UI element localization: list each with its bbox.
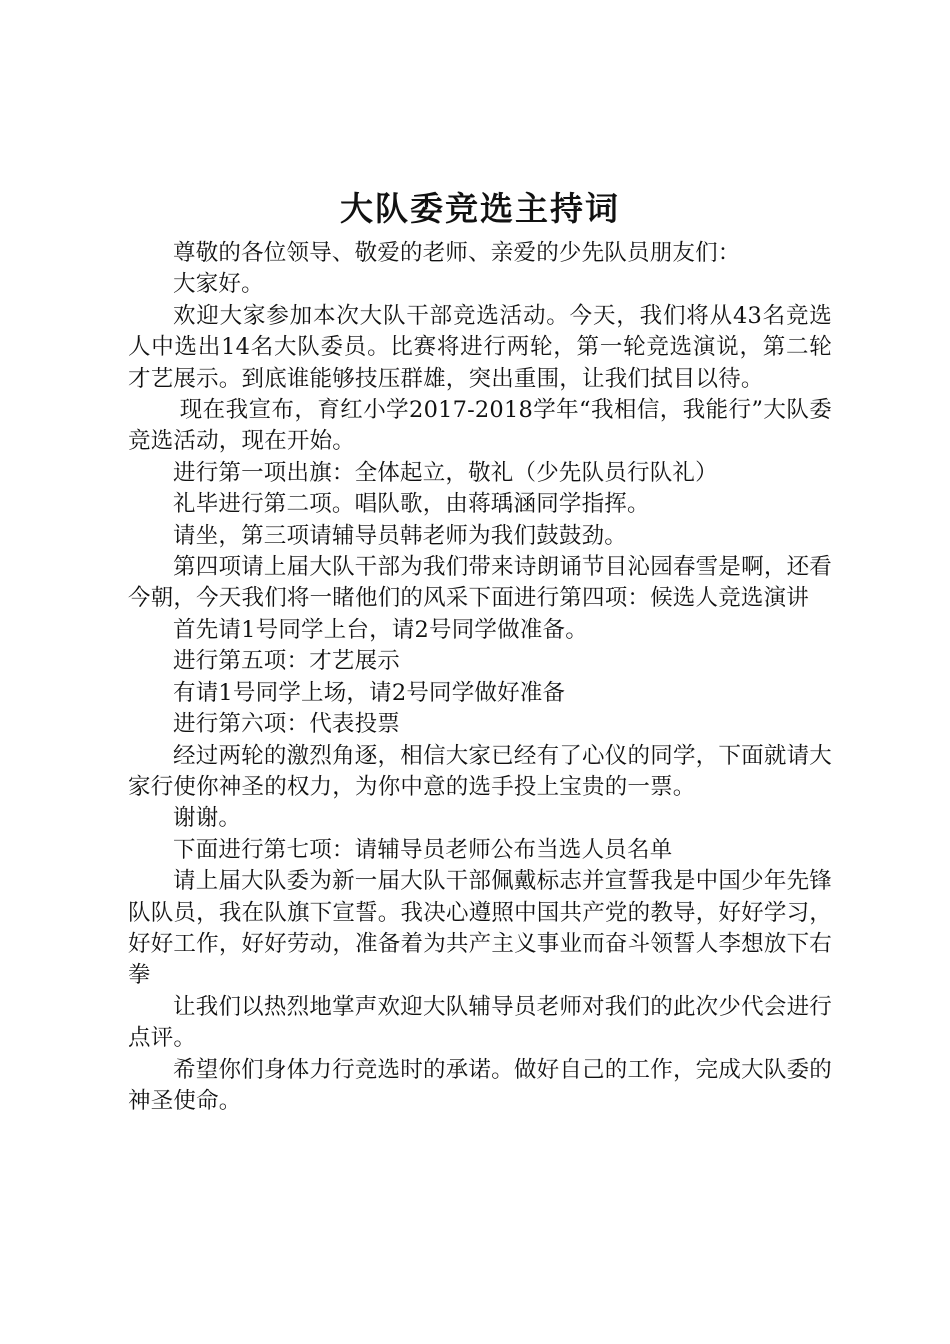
first-performer-paragraph: 有请1号同学上场，请2号同学做好准备: [173, 679, 566, 706]
step-four-paragraph: 第四项请上届大队干部为我们带来诗朗诵节目沁园春雪是啊，还看今朝，今天我们将一睹他们的风采下面进行第四项：候选人竞选演讲: [128, 554, 832, 612]
greeting-paragraph: 尊敬的各位领导、敬爱的老师、亲爱的少先队员朋友们：: [173, 240, 741, 266]
opening-announcement-paragraph: 现在我宣布，育红小学2017-2018学年“我相信，我能行”大队委竞选活动，现在开始。: [128, 397, 832, 455]
step-six-paragraph: 进行第六项：代表投票: [173, 711, 401, 738]
closing-paragraph: 希望你们身体力行竞选时的承诺。做好自己的工作，完成大队委的神圣使命。: [128, 1056, 832, 1114]
document-page: [128, 180, 832, 1117]
welcome-paragraph: 欢迎大家参加本次大队干部竞选活动。今天，我们将从43名竞选人中选出14名大队委员。比赛将进行两轮，第一轮竞选演说，第二轮才艺展示。到底谁能够技压群雄，突出重围，让我们拭目以待。: [128, 302, 832, 392]
voting-paragraph: 经过两轮的激烈角逐，相信大家已经有了心仪的同学，下面就请大家行使你神圣的权力，为你中意的选手投上宝贵的一票。: [128, 742, 832, 800]
step-one-paragraph: 进行第一项出旗：全体起立，敬礼（少先队员行队礼）: [173, 459, 718, 486]
oath-paragraph: 请上届大队委为新一届大队干部佩戴标志并宣誓我是中国少年先锋队队员，我在队旗下宣誓。我决心遵照中国共产党的教导，好好学习，好好工作，好好劳动，准备着为共产主义事业而奋斗领誓人李想放下右拳: [128, 868, 832, 989]
hello-paragraph: 大家好。: [173, 271, 264, 298]
document-title: 大队委竞选主持词: [340, 189, 620, 228]
applause-paragraph: 让我们以热烈地掌声欢迎大队辅导员老师对我们的此次少代会进行点评。: [128, 993, 832, 1052]
step-two-paragraph: 礼毕进行第二项。唱队歌，由蒋瑀涵同学指挥。: [173, 491, 650, 518]
thanks-paragraph: 谢谢。: [173, 805, 242, 832]
step-three-paragraph: 请坐，第三项请辅导员韩老师为我们鼓鼓劲。: [173, 522, 628, 549]
step-five-paragraph: 进行第五项：才艺展示: [173, 648, 401, 675]
step-seven-paragraph: 下面进行第七项：请辅导员老师公布当选人员名单: [173, 836, 673, 863]
first-speaker-paragraph: 首先请1号同学上台，请2号同学做准备。: [173, 616, 588, 643]
